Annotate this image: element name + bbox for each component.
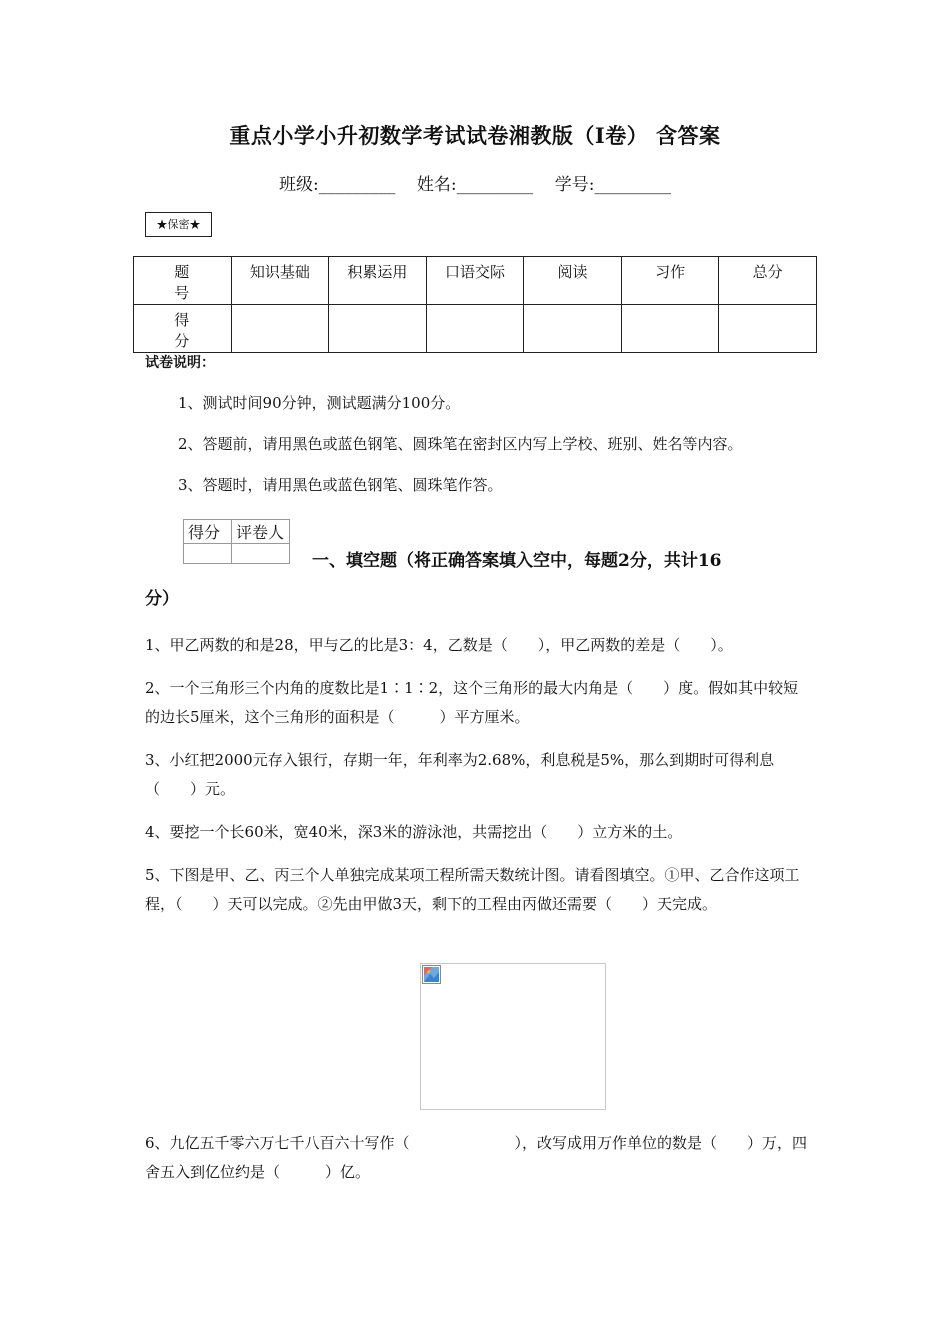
grader-name-cell <box>232 544 290 564</box>
question-1: 1、甲乙两数的和是28，甲与乙的比是3：4，乙数是（ ），甲乙两数的差是（ ）。 <box>145 636 733 654</box>
score-table-header-cell: 知识基础 <box>231 257 329 305</box>
score-table-header-cell: 积累运用 <box>329 257 427 305</box>
score-table-header-cell: 阅读 <box>524 257 622 305</box>
score-table-score-row <box>134 305 817 353</box>
score-entry-cell <box>426 305 524 353</box>
question-2: 2、一个三角形三个内角的度数比是1∶1∶2，这个三角形的最大内角是（ ）度。假如其中较短的边长5厘米，这个三角形的面积是（ ）平方厘米。 <box>145 679 799 726</box>
instructions-title: 试卷说明： <box>145 355 215 371</box>
question-4: 4、要挖一个长60米，宽40米，深3米的游泳池，共需挖出（ ）立方米的土。 <box>145 823 683 841</box>
instruction-item: 3、答题时，请用黑色或蓝色钢笔、圆珠笔作答。 <box>178 476 503 494</box>
score-table-header-cell: 总分 <box>719 257 817 305</box>
grader-score-cell <box>184 544 232 564</box>
instruction-item: 1、测试时间90分钟，测试题满分100分。 <box>178 394 461 412</box>
page-title: 重点小学小升初数学考试试卷湘教版（I卷） 含答案 <box>229 123 721 148</box>
section-heading-continued: 分） <box>145 589 179 609</box>
grader-name-label: 评卷人 <box>232 520 290 544</box>
score-table-header-row <box>134 257 817 305</box>
question-3: 3、小红把2000元存入银行，存期一年，年利率为2.68%，利息税是5%，那么到期时可得利息（ ）元。 <box>145 751 775 798</box>
confidential-badge: ★保密★ <box>145 212 212 237</box>
score-row-label: 得 分 <box>134 305 232 353</box>
grader-score-label: 得分 <box>184 520 232 544</box>
student-info-line: 班级:_________ 姓名:_________ 学号:_________ <box>279 175 671 195</box>
score-table <box>133 256 817 353</box>
grader-box <box>183 519 290 564</box>
score-entry-cell <box>231 305 329 353</box>
question-6: 6、九亿五千零六万七千八百六十写作（ ），改写成用万作单位的数是（ ）万，四舍五入到亿位约是（ ）亿。 <box>145 1134 808 1181</box>
score-table-header-cell: 习作 <box>621 257 719 305</box>
score-table-header-cell: 题 号 <box>134 257 232 305</box>
score-entry-cell <box>329 305 427 353</box>
question-5: 5、下图是甲、乙、丙三个人单独完成某项工程所需天数统计图。请看图填空。①甲、乙合作这项工程，（ ）天可以完成。②先由甲做3天，剩下的工程由丙做还需要（ ）天完成。 <box>145 866 800 913</box>
chart-image-placeholder <box>420 963 606 1110</box>
score-entry-cell <box>719 305 817 353</box>
broken-image-icon <box>422 965 441 984</box>
instruction-item: 2、答题前，请用黑色或蓝色钢笔、圆珠笔在密封区内写上学校、班别、姓名等内容。 <box>178 435 743 453</box>
score-table-header-cell: 口语交际 <box>426 257 524 305</box>
score-entry-cell <box>621 305 719 353</box>
score-entry-cell <box>524 305 622 353</box>
section-heading: 一、填空题（将正确答案填入空中，每题2分，共计16 <box>312 551 722 571</box>
